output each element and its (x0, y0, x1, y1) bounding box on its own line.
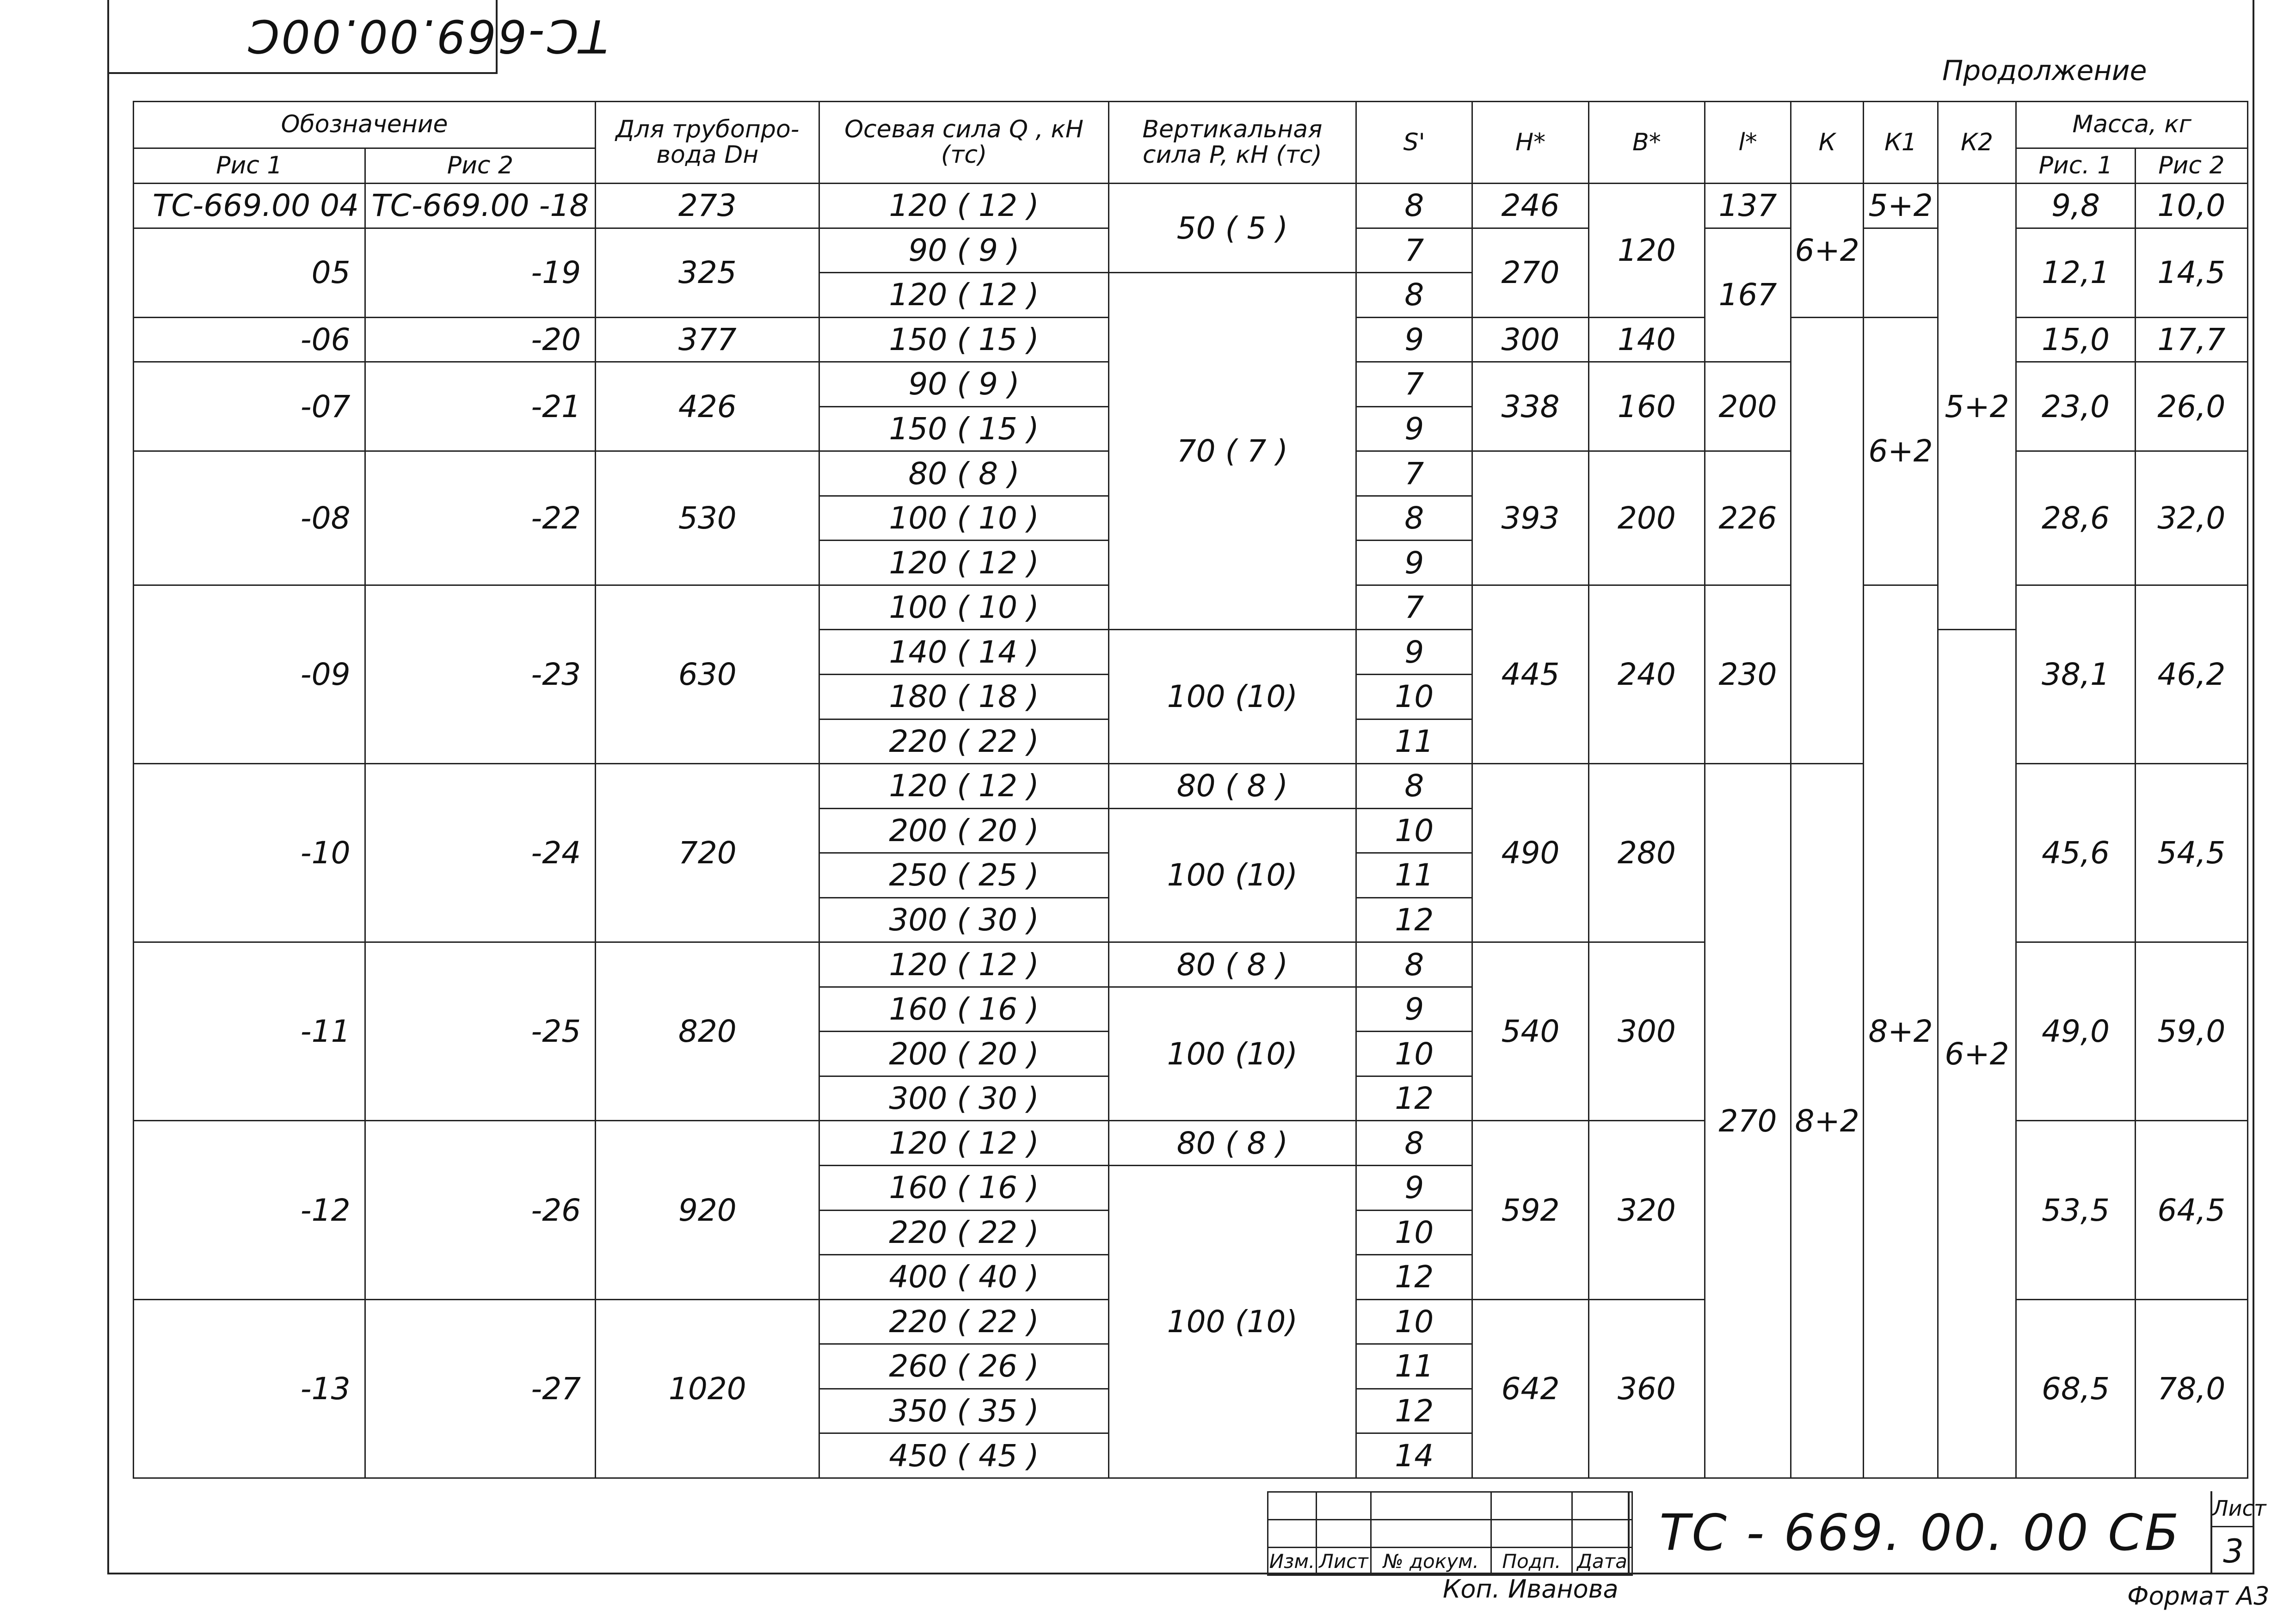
s-cell: 7 (1356, 362, 1472, 407)
k2-cell: 6+2 (1938, 630, 2016, 1478)
s-cell: 10 (1356, 675, 1472, 719)
mass2-cell: 17,7 (2135, 317, 2247, 362)
h-cell: 642 (1472, 1299, 1588, 1478)
mass1-cell: 45,6 (2016, 764, 2135, 942)
s-cell: 9 (1356, 987, 1472, 1032)
h-cell: 540 (1472, 942, 1588, 1121)
fig2-cell: -27 (365, 1299, 596, 1478)
axial-cell: 120 ( 12 ) (819, 541, 1108, 585)
h-cell: 270 (1472, 228, 1588, 317)
axial-cell: 220 ( 22 ) (819, 1299, 1108, 1344)
b-cell: 120 (1588, 183, 1705, 317)
fig2-cell: -20 (365, 317, 596, 362)
axial-cell: 200 ( 20 ) (819, 808, 1108, 853)
k-cell (1791, 317, 1863, 763)
b-cell: 240 (1588, 585, 1705, 763)
pipe-cell: 377 (596, 317, 819, 362)
axial-cell: 300 ( 30 ) (819, 1076, 1108, 1121)
mass1-cell: 68,5 (2016, 1299, 2135, 1478)
b-cell: 360 (1588, 1299, 1705, 1478)
header-k1: К1 (1864, 102, 1938, 184)
pipe-cell: 325 (596, 228, 819, 317)
h-cell: 338 (1472, 362, 1588, 451)
header-mass-fig2: Рис 2 (2135, 148, 2247, 183)
b-cell: 300 (1588, 942, 1705, 1121)
l-cell: 137 (1705, 183, 1791, 228)
s-cell: 8 (1356, 764, 1472, 809)
s-cell: 8 (1356, 942, 1472, 987)
s-cell: 14 (1356, 1433, 1472, 1478)
axial-cell: 160 ( 16 ) (819, 1166, 1108, 1211)
vertical-cell: 80 ( 8 ) (1108, 1121, 1356, 1166)
fig2-cell: -19 (365, 228, 596, 317)
mass1-cell: 9,8 (2016, 183, 2135, 228)
header-designation: Обозначение (134, 102, 596, 148)
k1-cell: 6+2 (1864, 317, 1938, 585)
axial-cell: 350 ( 35 ) (819, 1389, 1108, 1433)
mass1-cell: 12,1 (2016, 228, 2135, 317)
dimensions-table (133, 101, 2248, 1479)
s-cell: 12 (1356, 1255, 1472, 1300)
pipe-cell: 720 (596, 764, 819, 942)
header-b: B* (1588, 102, 1705, 184)
b-cell: 280 (1588, 764, 1705, 942)
fig1-cell: -11 (134, 942, 365, 1121)
s-cell: 9 (1356, 541, 1472, 585)
l-cell: 226 (1705, 451, 1791, 585)
date-label: Дата (1572, 1548, 1632, 1575)
mass2-cell: 26,0 (2135, 362, 2247, 451)
fig2-cell: -21 (365, 362, 596, 451)
axial-cell: 120 ( 12 ) (819, 183, 1108, 228)
axial-cell: 150 ( 15 ) (819, 406, 1108, 451)
vertical-cell: 100 (10) (1108, 630, 1356, 764)
mass2-cell: 54,5 (2135, 764, 2247, 942)
fig1-cell: 05 (134, 228, 365, 317)
mass1-cell: 28,6 (2016, 451, 2135, 585)
s-cell: 11 (1356, 1344, 1472, 1389)
header-k: К (1791, 102, 1863, 184)
header-fig1: Рис 1 (134, 148, 365, 183)
fig1-cell: -12 (134, 1121, 365, 1299)
list-label: Лист (1317, 1548, 1371, 1575)
axial-cell: 160 ( 16 ) (819, 987, 1108, 1032)
b-cell: 200 (1588, 451, 1705, 585)
pipe-cell: 1020 (596, 1299, 819, 1478)
header-s: S' (1356, 102, 1472, 184)
izm-label: Изм. (1268, 1548, 1317, 1575)
s-cell: 7 (1356, 228, 1472, 273)
axial-cell: 120 ( 12 ) (819, 273, 1108, 318)
revision-grid (1267, 1491, 1633, 1576)
s-cell: 12 (1356, 898, 1472, 942)
b-cell: 320 (1588, 1121, 1705, 1299)
h-cell: 246 (1472, 183, 1588, 228)
header-mass: Масса, кг (2016, 102, 2248, 148)
h-cell: 490 (1472, 764, 1588, 942)
mass1-cell: 15,0 (2016, 317, 2135, 362)
fig1-cell: -13 (134, 1299, 365, 1478)
axial-cell: 120 ( 12 ) (819, 1121, 1108, 1166)
pipe-cell: 426 (596, 362, 819, 451)
axial-cell: 120 ( 12 ) (819, 764, 1108, 809)
k1-blank (1864, 228, 1938, 317)
fig1-cell: -07 (134, 362, 365, 451)
fig1-cell: -08 (134, 451, 365, 585)
l-cell: 270 (1705, 764, 1791, 1478)
s-cell: 8 (1356, 496, 1472, 541)
s-cell: 10 (1356, 1299, 1472, 1344)
fig1-cell: -09 (134, 585, 365, 763)
axial-cell: 400 ( 40 ) (819, 1255, 1108, 1300)
fig1-cell: -10 (134, 764, 365, 942)
mass1-cell: 23,0 (2016, 362, 2135, 451)
k-cell: 6+2 (1791, 183, 1863, 317)
fig2-cell: -23 (365, 585, 596, 763)
h-cell: 393 (1472, 451, 1588, 585)
s-cell: 8 (1356, 273, 1472, 318)
stamp-box (107, 0, 608, 74)
axial-cell: 200 ( 20 ) (819, 1032, 1108, 1076)
fig2-cell: -26 (365, 1121, 596, 1299)
header-h: H* (1472, 102, 1588, 184)
doc-label: № докум. (1371, 1548, 1491, 1575)
s-cell: 9 (1356, 1166, 1472, 1211)
s-cell: 12 (1356, 1389, 1472, 1433)
header-mass-fig1: Рис. 1 (2016, 148, 2135, 183)
sign-label: Подп. (1491, 1548, 1572, 1575)
s-cell: 10 (1356, 1210, 1472, 1255)
s-cell: 8 (1356, 183, 1472, 228)
s-cell: 9 (1356, 630, 1472, 675)
vertical-cell: 100 (10) (1108, 1166, 1356, 1478)
sheet-box (2210, 1491, 2266, 1574)
vertical-cell: 70 ( 7 ) (1108, 273, 1356, 630)
pipe-cell: 820 (596, 942, 819, 1121)
axial-cell: 140 ( 14 ) (819, 630, 1108, 675)
header-axial: Осевая сила Q , кН (тс) (819, 102, 1108, 184)
mass2-cell: 14,5 (2135, 228, 2247, 317)
s-cell: 10 (1356, 808, 1472, 853)
mass2-cell: 64,5 (2135, 1121, 2247, 1299)
k-cell: 8+2 (1791, 764, 1863, 1478)
header-pipe: Для трубопро-вода Dн (596, 102, 819, 184)
l-cell: 200 (1705, 362, 1791, 451)
vertical-cell: 80 ( 8 ) (1108, 942, 1356, 987)
b-cell: 140 (1588, 317, 1705, 362)
k1-cell: 5+2 (1864, 183, 1938, 228)
vertical-cell: 100 (10) (1108, 987, 1356, 1121)
fig2-cell: -24 (365, 764, 596, 942)
pipe-cell: 530 (596, 451, 819, 585)
vertical-cell: 50 ( 5 ) (1108, 183, 1356, 272)
mass1-cell: 38,1 (2016, 585, 2135, 763)
s-cell: 7 (1356, 451, 1472, 496)
axial-cell: 100 ( 10 ) (819, 585, 1108, 630)
pipe-cell: 630 (596, 585, 819, 763)
s-cell: 10 (1356, 1032, 1472, 1076)
axial-cell: 220 ( 22 ) (819, 719, 1108, 764)
mass2-cell: 59,0 (2135, 942, 2247, 1121)
axial-cell: 450 ( 45 ) (819, 1433, 1108, 1478)
axial-cell: 180 ( 18 ) (819, 675, 1108, 719)
axial-cell: 100 ( 10 ) (819, 496, 1108, 541)
b-cell: 160 (1588, 362, 1705, 451)
axial-cell: 120 ( 12 ) (819, 942, 1108, 987)
paper-format: Формат А3 (2127, 1581, 2270, 1611)
s-cell: 11 (1356, 853, 1472, 898)
s-cell: 8 (1356, 1121, 1472, 1166)
fig2-cell: -22 (365, 451, 596, 585)
stamp-code: ТС-669.00.00С (246, 9, 608, 62)
axial-cell: 260 ( 26 ) (819, 1344, 1108, 1389)
axial-cell: 250 ( 25 ) (819, 853, 1108, 898)
fig2-cell: -25 (365, 942, 596, 1121)
mass1-cell: 53,5 (2016, 1121, 2135, 1299)
mass2-cell: 32,0 (2135, 451, 2247, 585)
axial-cell: 90 ( 9 ) (819, 228, 1108, 273)
sheet-label: Лист (2212, 1491, 2254, 1527)
s-cell: 11 (1356, 719, 1472, 764)
mass1-cell: 49,0 (2016, 942, 2135, 1121)
pipe-cell: 920 (596, 1121, 819, 1299)
k1-cell: 8+2 (1864, 585, 1938, 1478)
s-cell: 9 (1356, 317, 1472, 362)
header-k2: К2 (1938, 102, 2016, 184)
axial-cell: 220 ( 22 ) (819, 1210, 1108, 1255)
pipe-cell: 273 (596, 183, 819, 228)
h-cell: 445 (1472, 585, 1588, 763)
header-vertical: Вертикальная сила P, кН (тс) (1108, 102, 1356, 184)
vertical-cell: 80 ( 8 ) (1108, 764, 1356, 809)
document-code: ТС - 669. 00. 00 СБ (1628, 1491, 2210, 1574)
axial-cell: 150 ( 15 ) (819, 317, 1108, 362)
mass2-cell: 78,0 (2135, 1299, 2247, 1478)
header-l: l* (1705, 102, 1791, 184)
axial-cell: 90 ( 9 ) (819, 362, 1108, 407)
l-cell: 230 (1705, 585, 1791, 763)
l-cell: 167 (1705, 228, 1791, 362)
header-fig2: Рис 2 (365, 148, 596, 183)
h-cell: 300 (1472, 317, 1588, 362)
axial-cell: 80 ( 8 ) (819, 451, 1108, 496)
s-cell: 7 (1356, 585, 1472, 630)
sheet-number: 3 (2223, 1532, 2244, 1570)
s-cell: 12 (1356, 1076, 1472, 1121)
h-cell: 592 (1472, 1121, 1588, 1299)
copied-by: Коп. Иванова (1443, 1574, 1619, 1604)
fig1-cell: ТС-669.00 04 (134, 183, 365, 228)
axial-cell: 300 ( 30 ) (819, 898, 1108, 942)
k2-cell: 5+2 (1938, 183, 2016, 629)
continuation-label: Продолжение (1942, 55, 2147, 87)
fig1-cell: -06 (134, 317, 365, 362)
mass2-cell: 46,2 (2135, 585, 2247, 763)
mass2-cell: 10,0 (2135, 183, 2247, 228)
s-cell: 9 (1356, 406, 1472, 451)
fig2-cell: ТС-669.00 -18 (365, 183, 596, 228)
vertical-cell: 100 (10) (1108, 808, 1356, 942)
